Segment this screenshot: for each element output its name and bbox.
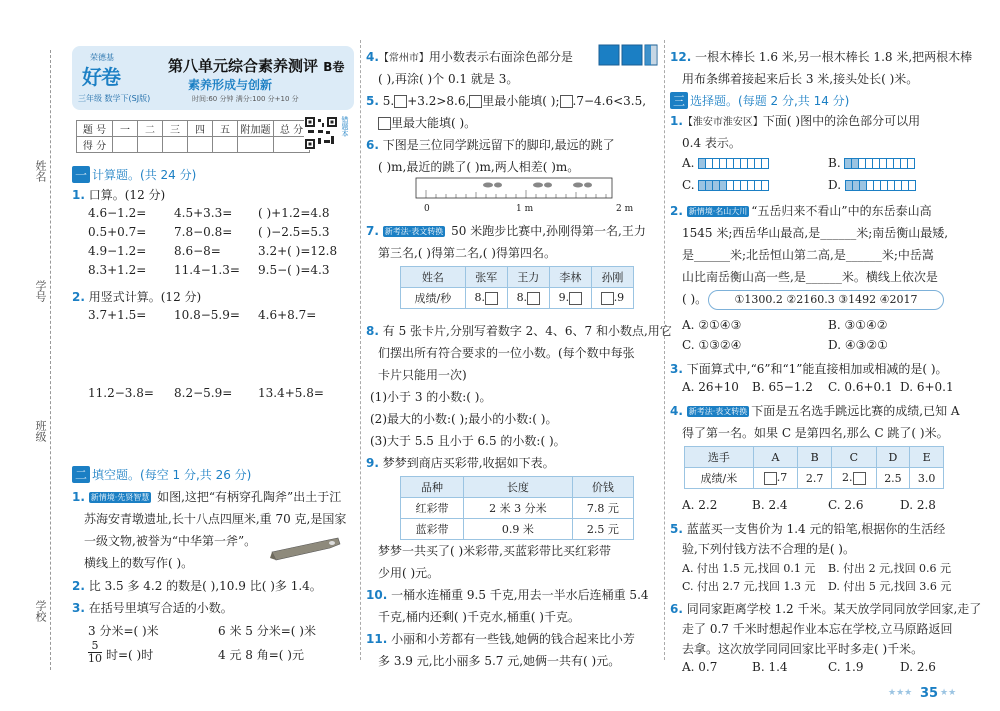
qr-label: 错题本 [341,116,349,137]
question [366,586,649,603]
option-d[interactable]: D. 2.8 [900,498,936,512]
question-number: 2. [72,290,85,304]
section-title: 填空题。(每空 1 分,共 26 分) [92,468,252,482]
question-number: 9. [366,456,379,470]
oral-calc-grid [88,206,358,282]
question [670,360,948,377]
header-banner [72,46,354,110]
table-cell: 2 米 3 分米 [464,498,573,519]
question-text: 下面( )图中的涂色部分可以用 [762,114,921,128]
cell-text: 8. [474,291,486,305]
question-text: 是______米;北岳恒山第二高,是______米;中岳嵩 [682,248,934,262]
option-d[interactable] [828,178,915,192]
question [366,48,573,65]
section-fill [72,466,251,483]
table-header: C [831,447,876,468]
column-1 [72,40,354,670]
fraction [88,640,102,665]
option-b[interactable]: B. 65−1.2 [752,380,813,394]
question-number: 10. [366,588,388,602]
question-number: 5. [670,522,683,536]
question [670,202,932,219]
calc-item: ( )+1.2=4.8 [258,206,330,220]
new-situation-tag: 新情境·先贤智慧 [90,493,150,502]
table-cell [831,468,876,489]
region-tag: 【常州市】 [378,53,429,64]
qr-code-icon [304,116,338,150]
option-d[interactable]: D. 6+0.1 [900,380,954,394]
calc-item: 13.4+5.8= [258,386,324,400]
blank-box[interactable] [560,95,573,108]
question-text: 们摆出所有符合要求的一位小数。(每个数中每张 [378,346,635,360]
score-cell[interactable] [163,137,188,153]
question [366,454,555,471]
vertical-calc-row [88,386,358,404]
calc-item: 7.8−0.8= [174,225,233,239]
number-label: 学号 [34,280,47,302]
fill-item: 6 米 5 分米=( )米 [218,624,316,638]
table-header: 品种 [401,477,464,498]
table-cell: 红彩带 [401,498,464,519]
cell-text: 8. [516,291,528,305]
section-title: 选择题。(每题 2 分,共 14 分) [690,94,850,108]
score-cell[interactable] [213,137,238,153]
score-header-cell: 一 [113,121,138,137]
fill-item: 3 分米=( )米 [88,624,159,638]
question-text: (2)最大的小数:( );最小的小数:( )。 [370,412,558,426]
option-a[interactable]: A. 26+10 [682,380,739,394]
question-text: 梦梦一共买了( )米彩带,买蓝彩带比买红彩带 [378,544,611,558]
question [72,599,233,616]
region-tag: 【淮安市淮安区】 [682,117,763,128]
logo [78,52,140,90]
table-cell: 蓝彩带 [401,519,464,540]
binding-dashed-line [50,50,51,670]
question-text: 在括号里填写合适的小数。 [88,601,233,615]
option-c[interactable]: C. ①③②④ [682,338,742,352]
question-number: 1. [670,114,683,128]
question-number: 12. [670,50,692,64]
question-number: 1. [72,490,85,504]
question [366,222,646,239]
binding-strip [28,40,68,680]
score-header-cell: 总 分 [274,121,310,137]
question-text: 第三名,( )得第二名,( )得第四名。 [378,246,556,260]
score-cell[interactable] [238,137,274,153]
title-text: 第八单元综合素养测评 [168,57,319,75]
option-c[interactable]: C. 2.6 [828,498,864,512]
option-label: C. [682,178,695,192]
question [72,186,165,203]
score-header-cell: 四 [188,121,213,137]
question-number: 6. [366,138,379,152]
question-text: 口算。(12 分) [88,188,166,202]
page-title [168,55,344,76]
question-text: 同同家距离学校 1.2 千米。某天放学同同放学回家,走了 [686,602,982,616]
column-2 [366,40,672,670]
question [72,288,201,305]
race-table [400,266,634,309]
question [366,630,635,647]
class-label: 班级 [34,420,47,442]
option-a[interactable]: A. 0.7 [682,660,718,674]
table-header: 选手 [685,447,754,468]
question [366,322,672,339]
score-cell[interactable] [188,137,213,153]
blank-box[interactable] [527,292,540,305]
section-tag: 二 [72,466,90,483]
blank-box[interactable] [853,472,866,485]
question-text: 一桶水连桶重 9.5 千克,用去一半水后连桶重 5.4 [391,588,649,602]
table-cell: 7.8 元 [572,498,633,519]
question-text: 下图是三位同学跳远留下的脚印,最远的跳了 [382,138,615,152]
grade-label: 三年级 数学下(SJ版) [78,94,151,103]
question-text: ( ),再涂( )个 0.1 就是 3。 [378,72,519,86]
calc-item: 3.2+( )=12.8 [258,244,338,258]
score-header-cell: 二 [138,121,163,137]
option-a[interactable]: A. 付出 1.5 元,找回 0.1 元 [682,562,816,575]
ruler-tick-label: 2 m [616,204,634,214]
question [366,136,615,153]
option-b[interactable]: B. 2.4 [752,498,788,512]
score-cell[interactable] [138,137,163,153]
school-label: 学校 [34,600,47,622]
time-info: 时间:60 分钟 满分:100 分+10 分 [192,95,299,103]
question-text: (1)小于 3 的小数:( )。 [370,390,492,404]
score-header-cell: 三 [163,121,188,137]
star-decoration-icon: ★★ [940,688,957,698]
blank-box[interactable] [378,117,391,130]
question [366,92,646,109]
question-text: 用竖式计算。(12 分) [88,290,202,304]
receipt-table [400,476,634,540]
question-text: ( )m,最近的跳了( )m,两人相差( )m。 [378,160,580,174]
question-number: 3. [72,601,85,615]
table-cell: 3.0 [910,468,944,489]
subtitle: 素养形成与创新 [188,78,273,92]
table-header: D [876,447,910,468]
question-text: ( )。 [682,292,708,306]
question [670,48,972,65]
question-text: 小丽和小芳都有一些钱,她俩的钱合起来比小芳 [391,632,635,646]
question-text: 50 米跑步比赛中,孙刚得第一名,王力 [447,224,646,238]
calc-item: 11.2−3.8= [88,386,154,400]
page-number: 35 [920,686,939,701]
question-text: 5. [382,94,395,108]
question-number: 3. [670,362,683,376]
question-text: 梦梦到商店买彩带,收据如下表。 [382,456,555,470]
question-text: 比 3.5 多 4.2 的数是( ),10.9 比( )多 1.4。 [88,579,322,593]
question-text: 用布条绑着接起来后长 3 米,接头处长( )米。 [682,72,919,86]
shaded-squares-image [598,44,658,78]
question-text: 去拿。这次放学同同回家比平时多走( )千米。 [682,642,924,656]
calc-item: 8.3+1.2= [88,263,147,277]
cell-text: .7 [776,471,788,485]
question-text: “五岳归来不看山”中的东岳泰山高 [751,204,932,218]
calc-item: 10.8−5.9= [174,308,240,322]
grid-a [698,156,768,170]
table-header: 价钱 [572,477,633,498]
new-method-tag: 新考法·表文转换 [384,227,444,236]
table-cell [549,288,591,309]
fill-item: 时=( )时 [106,648,154,662]
option-b[interactable] [828,156,914,170]
grid-d [845,178,915,192]
question-text: 验,下列付钱方法不合理的是( )。 [682,542,855,556]
score-label-cell: 得 分 [77,137,113,153]
name-label: 姓名 [34,160,47,182]
section-choice [670,92,849,109]
grid-c [698,178,768,192]
question-number: 11. [366,632,388,646]
calc-item: 0.5+0.7= [88,225,147,239]
grid-b [844,156,914,170]
question [670,520,945,537]
option-a[interactable]: A. 2.2 [682,498,718,512]
table-cell [507,288,549,309]
table-cell: 成绩/米 [685,468,754,489]
blank-box[interactable] [569,292,582,305]
question-text: 用小数表示右面涂色部分是 [428,50,573,64]
new-method-tag: 新考法·表文转换 [688,407,748,416]
question [670,600,981,617]
option-label: D. [828,178,842,192]
question-text: 一根木棒长 1.6 米,另一根木棒长 1.8 米,把两根木棒 [695,50,973,64]
table-cell: 0.9 米 [464,519,573,540]
section-tag: 三 [670,92,688,109]
fraction-numerator: 5 [88,640,102,653]
question [670,112,920,129]
question-text: .7−4.6<3.5, [572,94,647,108]
option-label: A. [682,156,695,170]
option-d[interactable]: D. 2.6 [900,660,936,674]
question-text: 0.4 表示。 [682,136,741,150]
question-text: 横线上的数写作( )。 [84,556,194,570]
question [72,488,341,505]
option-label: B. [828,156,841,170]
question-number: 6. [670,602,683,616]
logo-text: 好卷 [82,65,120,89]
option-d[interactable]: D. 付出 5 元,找回 3.6 元 [828,580,952,593]
section-title: 计算题。(共 24 分) [92,168,197,182]
column-3 [670,40,982,674]
calc-item: 8.2−5.9= [174,386,233,400]
question-text: +3.2>8.6, [407,94,470,108]
question-text: 千克,桶内还剩( )千克水,桶重( )千克。 [378,610,580,624]
question-number: 4. [670,404,683,418]
calc-item: 4.5+3.3= [174,206,233,220]
cell-text: 2. [842,471,853,485]
question-text: 里最小能填( ); [482,94,560,108]
table-cell [591,288,633,309]
question [670,402,960,419]
score-cell[interactable] [113,137,138,153]
question-text: 下面算式中,“6”和“1”能直接相加或相减的是( )。 [686,362,948,376]
new-situation-tag: 新情境·名山大川 [688,207,748,216]
blank-box[interactable] [485,292,498,305]
option-c[interactable]: C. 0.6+0.1 [828,380,893,394]
cell-text: .9 [613,291,625,305]
table-header: B [798,447,832,468]
option-c[interactable]: C. 付出 2.7 元,找回 1.3 元 [682,580,816,593]
fraction-denominator: 10 [88,652,102,665]
question [72,577,322,594]
table-cell: 成绩/秒 [401,288,466,309]
question-text: 里最大能填( )。 [391,116,477,130]
calc-item: 11.4−1.3= [174,263,240,277]
calc-item: 9.5−( )=4.3 [258,263,330,277]
table-header: 孙刚 [591,267,633,288]
table-header: A [753,447,798,468]
table-header: 王力 [507,267,549,288]
question-text: 山比南岳衡山高一些,是______米。横线上依次是 [682,270,938,284]
table-header: E [910,447,944,468]
question-number: 8. [366,324,379,338]
table-cell: 2.5 元 [572,519,633,540]
question-text: 如图,这把“有柄穿孔陶斧”出土于江 [153,490,342,504]
blank-box[interactable] [764,472,777,485]
section-calc [72,166,196,183]
ruler-tick-label: 1 m [516,204,534,214]
axe-image [268,530,344,564]
table-header: 长度 [464,477,573,498]
vertical-calc-row [88,308,358,326]
level-badge: B卷 [323,60,345,74]
question-text: 多 3.9 元,比小丽多 5.7 元,她俩一共有( )元。 [378,654,621,668]
table-cell [465,288,507,309]
option-a[interactable]: A. ②①④③ [682,318,742,332]
option-b[interactable]: B. 1.4 [752,660,788,674]
question-text: 下面是五名选手跳远比赛的成绩,已知 A [751,404,960,418]
question-number: 2. [670,204,683,218]
question-text: 1545 米;西岳华山最高,是______米;南岳衡山最矮, [682,226,949,240]
ruler-tick-label: 0 [424,204,430,214]
table-cell: 2.5 [876,468,910,489]
choices-box: ①1300.2 ②2160.3 ③1492 ④2017 [708,290,944,310]
section-tag: 一 [72,166,90,183]
score-table [76,120,310,153]
jump-table [684,446,944,489]
column-divider [360,40,361,660]
question-text: 卡片只能用一次) [378,368,467,382]
fill-item: 4 元 8 角=( )元 [218,648,304,662]
table-header: 姓名 [401,267,466,288]
calc-item: 4.6+8.7= [258,308,317,322]
calc-item: 3.7+1.5= [88,308,147,322]
calc-item: 4.6−1.2= [88,206,147,220]
brand-text: 荣德基 [90,53,114,62]
table-header: 李林 [549,267,591,288]
question-text: 少用( )元。 [378,566,440,580]
question-text: 得了第一名。如果 C 是第四名,那么 C 跳了( )米。 [682,426,949,440]
question-text: (3)大于 5.5 且小于 6.5 的小数:( )。 [370,434,566,448]
option-d[interactable]: D. ④③②① [828,338,888,352]
score-header-cell: 题 号 [77,121,113,137]
option-c[interactable] [682,178,768,192]
cell-text: 9. [558,291,570,305]
score-header-cell: 附加题 [238,121,274,137]
option-a[interactable] [682,156,768,170]
question-text: 走了 0.7 千米时想起作业本忘在学校,立马原路返回 [682,622,953,636]
question-number: 2. [72,579,85,593]
question-text: 蓝蓝买一支售价为 1.4 元的铅笔,根据你的生活经 [686,522,946,536]
option-c[interactable]: C. 1.9 [828,660,864,674]
option-b[interactable]: B. ③①④② [828,318,888,332]
calc-item: ( )−2.5=5.3 [258,225,330,239]
calc-item: 8.6−8= [174,244,221,258]
option-b[interactable]: B. 付出 2 元,找回 0.6 元 [828,562,952,575]
table-cell: 2.7 [798,468,832,489]
question-number: 7. [366,224,379,238]
table-header: 张军 [465,267,507,288]
question-text: 一级文物,被誉为“中华第一斧”。 [84,534,257,548]
question-number: 5. [366,94,379,108]
question-line [378,114,476,131]
blank-box[interactable] [601,292,614,305]
question-number: 4. [366,50,379,64]
score-header-cell: 五 [213,121,238,137]
blank-box[interactable] [394,95,407,108]
question-number: 1. [72,188,85,202]
question-text: 苏海安青墩遗址,长十八点四厘米,重 70 克,是国家 [84,512,347,526]
blank-box[interactable] [469,95,482,108]
star-decoration-icon: ★★★ [888,688,913,698]
table-cell [753,468,798,489]
calc-item: 4.9−1.2= [88,244,147,258]
ruler-image [414,176,614,210]
question-text: 有 5 张卡片,分别写着数字 2、4、6、7 和小数点,用它 [382,324,672,338]
